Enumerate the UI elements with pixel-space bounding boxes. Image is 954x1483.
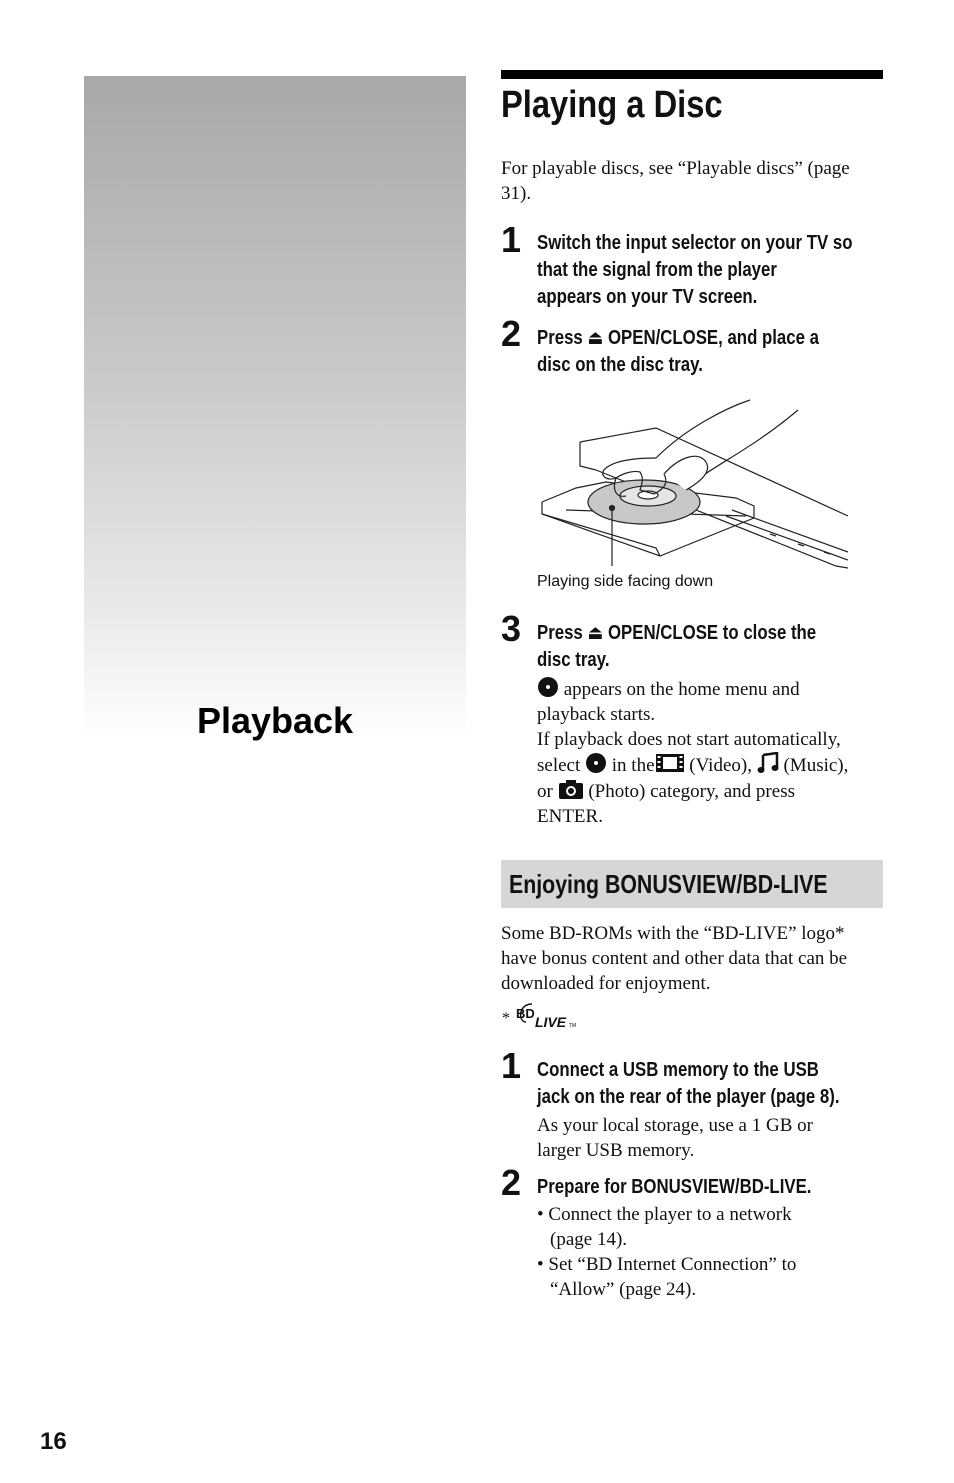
disc-tray-illustration bbox=[536, 398, 848, 574]
step-number: 3 bbox=[501, 608, 522, 649]
svg-text:TM: TM bbox=[569, 1023, 577, 1029]
svg-text:LIVE: LIVE bbox=[535, 1014, 567, 1030]
illustration-caption: Playing side facing down bbox=[537, 573, 714, 590]
bd-live-logo bbox=[502, 1002, 592, 1034]
section-heading: Enjoying BONUSVIEW/BD-LIVE bbox=[509, 869, 828, 899]
step-description: As your local storage, use a 1 GB or larger USB memory. bbox=[537, 1115, 813, 1161]
section-heading-bar bbox=[501, 860, 883, 908]
step-number: 1 bbox=[501, 1045, 522, 1086]
disc-icon bbox=[585, 752, 607, 774]
step-number: 2 bbox=[501, 1162, 522, 1203]
page-number: 16 bbox=[40, 1428, 67, 1455]
footnote-mark: * bbox=[502, 1010, 510, 1027]
music-icon bbox=[757, 752, 779, 774]
title-rule bbox=[501, 70, 883, 79]
bd-live-logo-mark bbox=[502, 1002, 592, 1034]
page-title: Playing a Disc bbox=[501, 84, 723, 126]
step-instruction: Press ⏏ OPEN/CLOSE, and place a disc on the disc tray. bbox=[537, 327, 819, 376]
svg-text:BD: BD bbox=[516, 1006, 535, 1021]
step-number: 1 bbox=[501, 219, 522, 260]
step-instruction: Prepare for BONUSVIEW/BD-LIVE. bbox=[537, 1176, 812, 1198]
step-number: 2 bbox=[501, 313, 522, 354]
step-instruction: Switch the input selector on your TV so that the signal from the player appears on your TV screen. bbox=[537, 232, 853, 308]
section-tab-panel bbox=[84, 76, 466, 740]
list-item: • Connect the player to a network (page 14). bbox=[537, 1204, 792, 1250]
intro-text: For playable discs, see “Playable discs” (page 31). bbox=[501, 158, 850, 204]
bullet-list bbox=[537, 1202, 882, 1302]
step-3-description: appears on the home menu and playback starts. If playback does not start automatically, select in the (Video), (Music), or (Photo) category, and press ENTER. bbox=[537, 676, 882, 829]
disc-icon bbox=[537, 676, 559, 698]
section-intro: Some BD-ROMs with the “BD-LIVE” logo* have bonus content and other data that can be downloaded for enjoyment. bbox=[501, 923, 848, 994]
video-icon bbox=[655, 752, 685, 774]
list-item: • Set “BD Internet Connection” to “Allow” (page 24). bbox=[537, 1254, 797, 1300]
step-instruction: Connect a USB memory to the USB jack on the rear of the player (page 8). bbox=[537, 1059, 840, 1108]
section-tab-title: Playback bbox=[196, 700, 354, 741]
step-instruction: Press ⏏ OPEN/CLOSE to close the disc tray. bbox=[537, 622, 817, 671]
photo-icon bbox=[558, 778, 584, 800]
